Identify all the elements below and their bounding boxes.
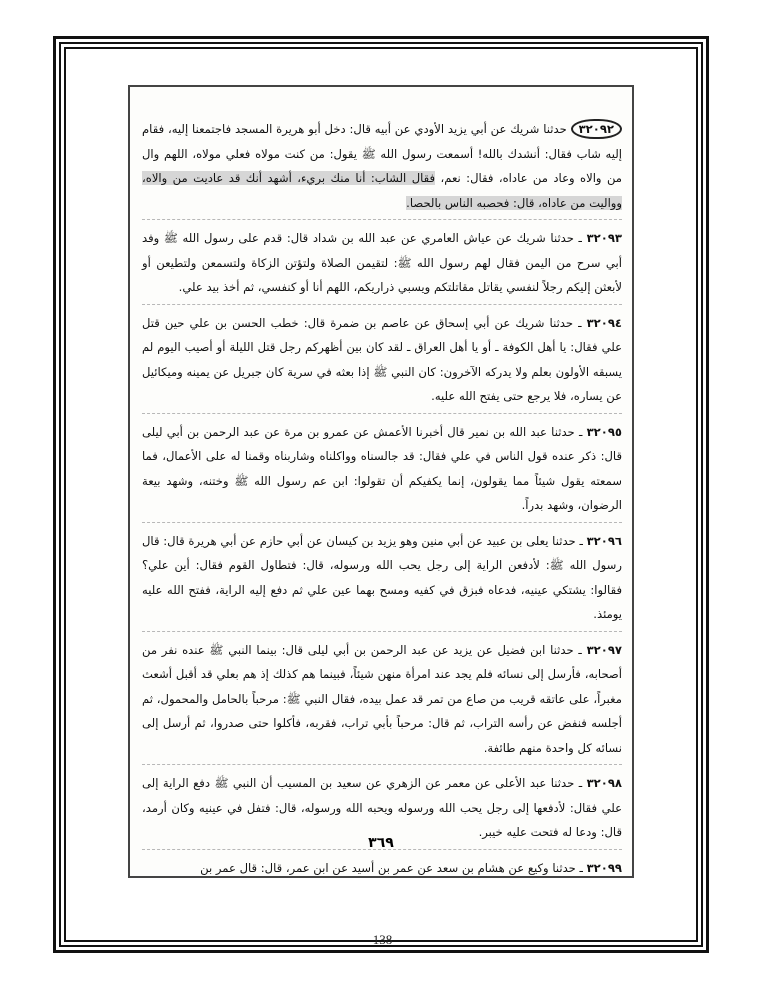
hadith-text: ـ حدثنا عبد الله بن نمير قال أخبرنا الأعمش عن عمرو بن مرة عن عبد الرحمن بن أبي ليلى قال: ذكر عنده قول الناس في علي فقال: قد جالسناه وواكلناه وشاربناه وقمنا له على الأعمال، فما سمعته يقول شيئاً مما يقولون، إنما يكفيكم أن تقولوا: ابن عم رسول الله ﷺ وختنه، وشهد بيعة الرضوان، وشهد بدراً.: [142, 424, 622, 512]
hadith-number: ٣٢٠٩٤: [586, 315, 622, 330]
book-page-number: ٣٦٩: [368, 835, 394, 851]
hadith-entry: [142, 638, 622, 766]
hadith-number: ٣٢٠٩٧: [586, 642, 622, 657]
hadith-number: ٣٢٠٩٣: [586, 231, 622, 245]
hadith-entry: [142, 311, 622, 414]
hadith-entry: [142, 529, 622, 632]
pdf-page-number: 138: [372, 932, 393, 947]
hadith-text: حدثنا شريك عن أبي يزيد الأودي عن أبيه قال: دخل أبو هريرة المسجد فاجتمعنا إليه، فقام إليه شاب فقال: أنشدك بالله! أسمعت رسول الله ﷺ يقول: من كنت مولاه فعلي مولاه، اللهم وال من والاه وعاد من عاداه، فقال: نعم،: [142, 122, 622, 185]
hadith-number: ٣٢٠٩٥: [586, 424, 622, 439]
scanned-book-page: [128, 85, 634, 878]
hadith-text: ـ حدثنا عبد الأعلى عن معمر عن الزهري عن سعيد بن المسيب أن النبي ﷺ دفع الراية إلى علي فقال: لأدفعها إلى رجل يحب الله ورسوله ويحبه الله ورسوله، قال: فتفل في عينيه وكان أرمد، قال: ودعا له فتحت عليه خيبر.: [142, 776, 622, 839]
hadith-entry: [142, 420, 622, 523]
hadith-entry: [142, 117, 622, 220]
hadith-number: ٣٢٠٩٨: [586, 776, 622, 790]
hadith-text-block: [142, 117, 622, 890]
hadith-text: ـ حدثنا شريك عن أبي إسحاق عن عاصم بن ضمرة قال: خطب الحسن بن علي حين قتل علي فقال: يا أهل الكوفة ـ أو يا أهل العراق ـ لقد كان بين أظهركم رجل قتل الليلة أو أصيب اليوم لم يسبقه الأولون بعلم ولا يدركه الآخرون: كان النبي ﷺ إذا بعثه في سرية كان جبريل عن يمينه وميكائيل عن يساره، فلا يرجع حتى يفتح الله عليه.: [142, 315, 622, 403]
hadith-text: ـ حدثنا ابن فضيل عن يزيد عن عبد الرحمن بن أبي ليلى قال: بينما النبي ﷺ عنده نفر من أصحابه، فأرسل إلى نسائه فلم يجد عند امرأة منهن شيئاً، فبينما هم كذلك إذ هم بعلي قد أقبل أشعث مغبراً، على عاتقه قريب من صاع من تمر قد عمل بيده، فقال النبي ﷺ: مرحباً بالحامل والمحمول، ثم أجلسه فنفض عن رأسه التراب، ثم قال: مرحباً بأبي تراب، فقربه، فأكلوا حتى صدروا، ثم أرسل إلى نسائه كل واحدة منهم طائفة.: [142, 642, 622, 755]
hadith-text: ـ حدثنا شريك عن عياش العامري عن عبد الله بن شداد قال: قدم على رسول الله ﷺ وفد أبي سرح من اليمن فقال لهم رسول الله ﷺ: لتقيمن الصلاة ولتؤتن الزكاة ولتسمعن ولتطيعن أو لأبعثن إليكم رجلاً لنفسي يقاتل مقاتلتكم ويسبي ذراريكم، اللهم أنا أو كنفسي، ثم أخذ بيد علي.: [142, 231, 622, 294]
hadith-entry: [142, 856, 622, 885]
hadith-text: ـ حدثنا وكيع عن هشام بن سعد عن عمر بن أسيد عن ابن عمر، قال: قال عمر بن: [200, 860, 587, 875]
hadith-number: ٣٢٠٩٩: [586, 860, 622, 875]
highlighted-passage: فقال الشاب: أنا منك بريء، أشهد أنك قد عاديت من والاه، وواليت من عاداه، قال: فحصبه الناس بالحصا.: [142, 171, 622, 210]
hadith-number: ٣٢٠٩٦: [586, 533, 622, 548]
hadith-text: ـ حدثنا يعلى بن عبيد عن أبي منين وهو يزيد بن كيسان عن أبي حازم عن أبي هريرة قال: قال رسول الله ﷺ: لأدفعن الراية إلى رجل يحب الله ورسوله، قال: فتطاول القوم فقال: أين علي؟ فقالوا: يشتكي عينيه، فدعاه فبزق في كفيه ومسح بهما عين علي ثم دفع إليه الراية، ففتح الله عليه يومئذ.: [142, 533, 622, 621]
hadith-entry: [142, 226, 622, 305]
circled-hadith-number: ٣٢٠٩٢: [571, 119, 622, 139]
